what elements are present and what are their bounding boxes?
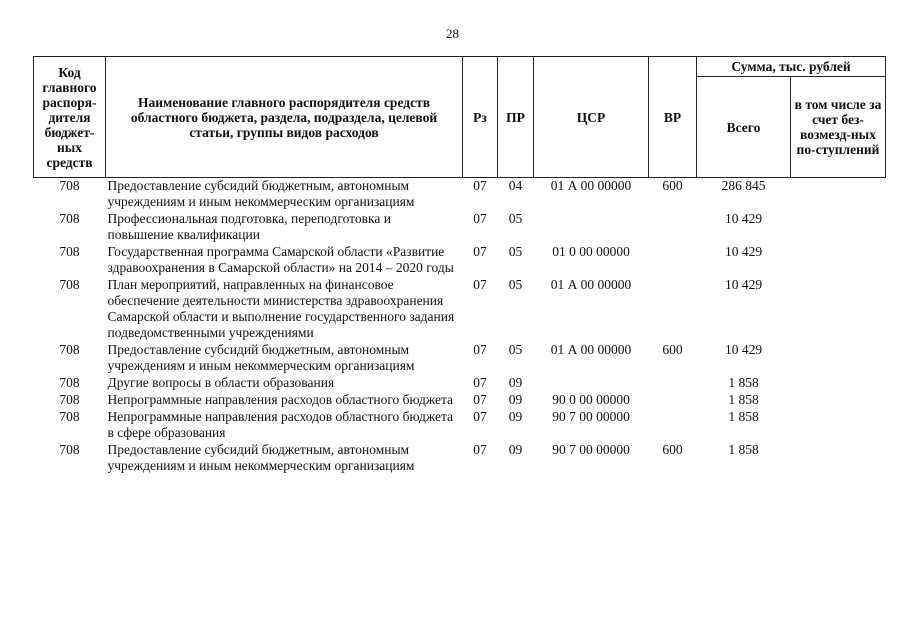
cell-vr: 600 (662, 342, 683, 357)
cell-total: 1 858 (728, 375, 759, 390)
cell-code: 708 (59, 211, 80, 226)
cell-vr (649, 277, 697, 342)
cell-total: 10 429 (724, 211, 763, 226)
header-code: Код главного распоря-дителя бюджет-ных средств (34, 57, 106, 178)
cell-code: 708 (59, 342, 80, 357)
cell-gratuitous (791, 277, 886, 342)
cell-rz: 07 (473, 178, 487, 193)
header-pr: ПР (498, 57, 534, 178)
cell-gratuitous (791, 178, 886, 212)
cell-rz: 07 (473, 211, 487, 226)
cell-vr: 600 (662, 442, 683, 457)
cell-total: 1 858 (728, 409, 759, 424)
cell-vr (649, 244, 697, 277)
header-vr: ВР (649, 57, 697, 178)
header-total: Всего (697, 77, 791, 178)
cell-csr: 01 0 00 00000 (552, 244, 630, 259)
cell-vr (649, 392, 697, 409)
table-row (34, 277, 886, 342)
cell-code: 708 (59, 392, 80, 407)
cell-total: 1 858 (728, 442, 759, 457)
cell-gratuitous (791, 244, 886, 277)
cell-pr: 09 (508, 442, 523, 457)
header-name: Наименование главного распорядителя средств областного бюджета, раздела, подраздела, целевой статьи, группы видов расходов (106, 57, 463, 178)
cell-gratuitous (791, 442, 886, 475)
cell-code: 708 (59, 244, 80, 259)
cell-name: Предоставление субсидий бюджетным, автономным учреждениям и иным некоммерческим организациям (107, 442, 415, 473)
cell-csr (534, 375, 649, 392)
cell-pr: 09 (508, 409, 523, 424)
cell-gratuitous (791, 375, 886, 392)
table-row (34, 244, 886, 277)
table-row (34, 409, 886, 442)
cell-gratuitous (791, 392, 886, 409)
budget-table (33, 56, 886, 475)
cell-pr: 05 (508, 211, 523, 226)
cell-total: 10 429 (724, 244, 763, 259)
cell-pr: 04 (508, 178, 523, 193)
header-rz: Рз (463, 57, 498, 178)
cell-gratuitous (791, 342, 886, 375)
cell-name: Непрограммные направления расходов областного бюджета (107, 392, 454, 407)
cell-rz: 07 (473, 392, 487, 407)
table-row (34, 375, 886, 392)
cell-total: 1 858 (728, 392, 759, 407)
header-gratuitous: в том числе за счет без-возмезд-ных по-ступлений (791, 77, 886, 178)
cell-name: Непрограммные направления расходов областного бюджета в сфере образования (107, 409, 454, 440)
cell-gratuitous (791, 211, 886, 244)
cell-total: 286 845 (721, 178, 766, 193)
cell-name: Предоставление субсидий бюджетным, автономным учреждениям и иным некоммерческим организациям (107, 178, 415, 209)
cell-csr: 90 7 00 00000 (552, 409, 630, 424)
cell-pr: 05 (508, 244, 523, 259)
cell-csr: 01 А 00 00000 (550, 342, 632, 357)
cell-name: Предоставление субсидий бюджетным, автономным учреждениям и иным некоммерческим организациям (107, 342, 415, 373)
cell-rz: 07 (473, 244, 487, 259)
cell-name: Государственная программа Самарской области «Развитие здравоохранения в Самарской области» на 2014 – 2020 годы (107, 244, 454, 275)
table-row (34, 342, 886, 375)
cell-pr: 09 (508, 392, 523, 407)
header-sum: Сумма, тыс. рублей (697, 57, 886, 77)
cell-rz: 07 (473, 442, 487, 457)
cell-rz: 07 (473, 277, 487, 292)
cell-code: 708 (59, 409, 80, 424)
cell-code: 708 (59, 442, 80, 457)
cell-total: 10 429 (724, 342, 763, 357)
cell-total: 10 429 (724, 277, 763, 292)
cell-code: 708 (59, 375, 80, 390)
table-row (34, 178, 886, 212)
cell-code: 708 (59, 178, 80, 193)
cell-rz: 07 (473, 342, 487, 357)
cell-name: Профессиональная подготовка, переподготовка и повышение квалификации (107, 211, 391, 242)
cell-csr: 90 7 00 00000 (552, 442, 630, 457)
page-number: 28 (446, 26, 459, 41)
cell-rz: 07 (473, 409, 487, 424)
cell-pr: 05 (508, 277, 523, 292)
cell-gratuitous (791, 409, 886, 442)
cell-csr: 90 0 00 00000 (552, 392, 630, 407)
cell-csr: 01 А 00 00000 (550, 178, 632, 193)
cell-vr (649, 211, 697, 244)
table-row (34, 211, 886, 244)
header-csr: ЦСР (534, 57, 649, 178)
cell-pr: 09 (508, 375, 523, 390)
table-row (34, 442, 886, 475)
cell-name: План мероприятий, направленных на финансовое обеспечение деятельности министерства здравоохранения Самарской области и выполнение государственного задания подведомственными учреждениями (107, 277, 455, 340)
cell-rz: 07 (473, 375, 487, 390)
cell-name: Другие вопросы в области образования (107, 375, 335, 390)
cell-vr (649, 409, 697, 442)
cell-csr: 01 А 00 00000 (550, 277, 632, 292)
cell-code: 708 (59, 277, 80, 292)
table-body (34, 178, 886, 476)
cell-vr (649, 375, 697, 392)
table-row (34, 392, 886, 409)
cell-vr: 600 (662, 178, 683, 193)
cell-pr: 05 (508, 342, 523, 357)
cell-csr (534, 211, 649, 244)
